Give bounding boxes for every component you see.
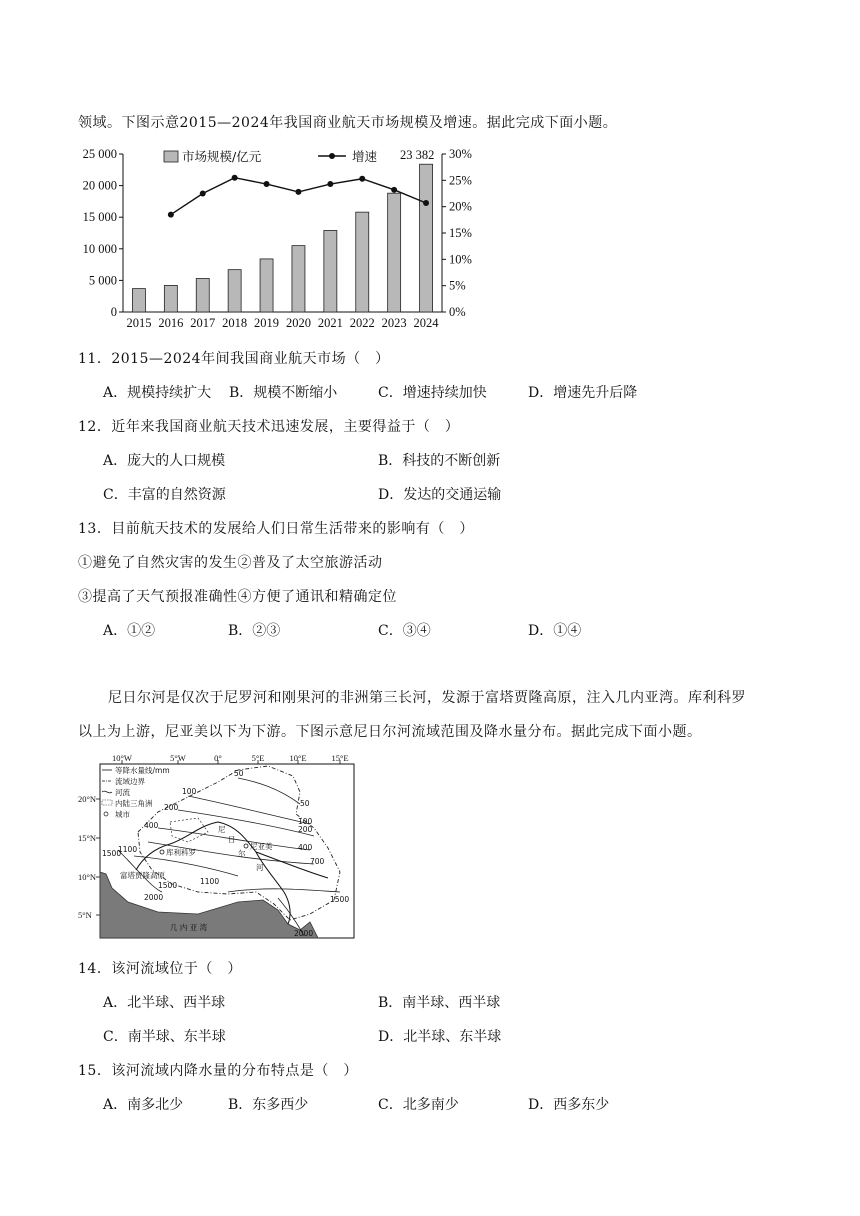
q11-option-a[interactable]: A．规模持续扩大 [103, 385, 212, 401]
right-tick-label: 20% [449, 199, 472, 214]
lon-label: 5°W [170, 753, 186, 763]
city-koulikoro [160, 850, 164, 854]
river-label: 尔 [238, 849, 246, 858]
river-label: 日 [228, 835, 236, 844]
left-tick-label: 15 000 [82, 210, 117, 225]
bar-2015 [132, 289, 145, 312]
lat-label: 20°N [78, 794, 97, 804]
lon-label: 10°E [289, 753, 307, 763]
q13-option-b[interactable]: B．②③ [228, 623, 281, 639]
lon-label: 0° [214, 753, 222, 763]
x-tick-label: 2016 [158, 316, 184, 330]
right-tick-label: 10% [449, 252, 472, 267]
bar-2021 [324, 230, 337, 312]
legend-boundary: 流域边界 [115, 777, 145, 786]
isohyet-label: 2000 [144, 893, 164, 902]
legend-swatch-dot [329, 153, 335, 159]
city-niamey [244, 844, 248, 848]
growth-point-2019 [264, 181, 270, 187]
x-tick-label: 2024 [413, 316, 439, 330]
legend-river: 河流 [115, 788, 130, 797]
x-tick-label: 2018 [222, 316, 248, 330]
q13-option-d[interactable]: D．①④ [528, 623, 582, 639]
isohyet-label: 1100 [200, 877, 220, 886]
growth-point-2023 [391, 187, 397, 193]
isohyet-label: 200 [298, 825, 313, 834]
isohyet-label: 1100 [118, 845, 138, 854]
q15-option-b[interactable]: B．东多西少 [228, 1097, 309, 1113]
x-tick-label: 2022 [349, 316, 375, 330]
x-tick-label: 2023 [381, 316, 407, 330]
q13-stem: 13．目前航天技术的发展给人们日常生活带来的影响有（ ） [78, 521, 474, 537]
q14-option-b[interactable]: B．南半球、西半球 [378, 995, 501, 1011]
lat-label: 15°N [78, 833, 97, 843]
legend-isohyet: 等降水量线/mm [115, 766, 170, 775]
right-tick-label: 5% [449, 278, 466, 293]
q13-statements-1: ①避免了自然灾害的发生②普及了太空旅游活动 [78, 555, 383, 571]
niger-basin-map [78, 752, 358, 942]
legend-city: 城市 [115, 810, 130, 819]
x-tick-label: 2017 [190, 316, 216, 330]
left-tick-label: 5 000 [88, 273, 117, 288]
q12-option-b[interactable]: B．科技的不断创新 [378, 453, 501, 469]
lon-label: 15°E [331, 753, 349, 763]
q15-option-a[interactable]: A．南多北少 [103, 1097, 184, 1113]
legend-swatch-bar [164, 151, 178, 162]
growth-point-2018 [232, 175, 238, 181]
river-label: 河 [256, 863, 264, 872]
growth-point-2024 [423, 200, 429, 206]
x-tick-label: 2015 [126, 316, 152, 330]
left-tick-label: 0 [110, 305, 117, 319]
lon-label: 5°E [251, 753, 265, 763]
right-tick-label: 15% [449, 226, 472, 240]
isohyet-label: 50 [300, 799, 310, 808]
left-tick-label: 20 000 [82, 178, 117, 193]
q14-option-d[interactable]: D．北半球、东半球 [378, 1029, 502, 1045]
left-tick-label: 10 000 [82, 241, 117, 256]
bar-2022 [356, 212, 369, 312]
river-label: 尼 [218, 825, 226, 834]
isohyet-label: 400 [144, 821, 159, 830]
city-label: 尼亚美 [250, 842, 273, 851]
q15-option-d[interactable]: D．西多东少 [528, 1097, 610, 1113]
isohyet-label: 1500 [330, 895, 350, 904]
intro-text-1: 领域。下图示意2015—2024年我国商业航天市场规模及增速。据此完成下面小题。 [78, 115, 618, 131]
market-chart [78, 140, 488, 335]
q15-option-c[interactable]: C．北多南少 [378, 1097, 459, 1113]
q12-option-d[interactable]: D．发达的交通运输 [378, 487, 502, 503]
q12-stem: 12．近年来我国商业航天技术迅速发展，主要得益于（ ） [78, 419, 460, 435]
q11-option-b[interactable]: B．规模不断缩小 [229, 385, 338, 401]
annotation-2024-value: 23 382 [400, 148, 435, 162]
bar-2016 [164, 285, 177, 312]
q12-option-c[interactable]: C．丰富的自然资源 [103, 487, 226, 503]
lat-label: 5°N [78, 910, 92, 920]
x-tick-label: 2021 [317, 316, 343, 330]
right-tick-label: 0% [449, 305, 466, 319]
isohyet-label: 1500 [158, 881, 178, 890]
q14-option-c[interactable]: C．南半球、东半球 [103, 1029, 226, 1045]
x-tick-label: 2020 [285, 316, 311, 330]
plateau-label: 富塔贾隆高原 [120, 871, 165, 880]
intro-text-2a: 尼日尔河是仅次于尼罗河和刚果河的非洲第三长河，发源于富塔贾隆高原，注入几内亚湾。库利科罗 [108, 690, 746, 706]
city-label: 库利科罗 [166, 848, 196, 857]
growth-point-2021 [327, 181, 333, 187]
isohyet-label: 2000 [294, 929, 314, 938]
q13-statements-2: ③提高了天气预报准确性④方便了通讯和精确定位 [78, 589, 397, 605]
q14-stem: 14．该河流域位于（ ） [78, 961, 242, 977]
legend-delta: 内陆三角洲 [115, 799, 153, 808]
bar-2020 [292, 246, 305, 312]
q11-option-d[interactable]: D．增速先升后降 [528, 385, 638, 401]
right-tick-label: 30% [449, 147, 472, 161]
growth-point-2016 [168, 212, 174, 218]
q14-option-a[interactable]: A．北半球、西半球 [103, 995, 226, 1011]
q12-option-a[interactable]: A．庞大的人口规模 [103, 453, 226, 469]
q11-stem: 11．2015—2024年间我国商业航天市场（ ） [78, 351, 390, 367]
lat-label: 10°N [78, 872, 97, 882]
bar-2018 [228, 270, 241, 312]
isohyet-label: 700 [310, 857, 325, 866]
growth-point-2020 [295, 189, 301, 195]
x-tick-label: 2019 [254, 316, 280, 330]
isohyet-label: 100 [182, 787, 197, 796]
right-tick-label: 25% [449, 173, 472, 188]
gulf-label: 几 内 亚 湾 [170, 923, 208, 932]
legend-label-line: 增速 [352, 149, 378, 164]
bar-2019 [260, 259, 273, 312]
q13-option-c[interactable]: C．③④ [378, 623, 431, 639]
growth-point-2017 [200, 191, 206, 197]
isohyet-label: 50 [234, 769, 244, 778]
isohyet-label: 1500 [102, 849, 122, 858]
q15-stem: 15．该河流域内降水量的分布特点是（ ） [78, 1063, 358, 1079]
growth-point-2022 [359, 176, 365, 182]
bar-2023 [388, 193, 401, 312]
isohyet-label: 200 [164, 803, 179, 812]
q11-option-c[interactable]: C．增速持续加快 [378, 385, 487, 401]
intro-text-2b: 以上为上游，尼亚美以下为下游。下图示意尼日尔河流域范围及降水量分布。据此完成下面小题。 [78, 724, 702, 740]
isohyet-label: 400 [298, 843, 313, 852]
left-tick-label: 25 000 [82, 147, 117, 161]
q13-option-a[interactable]: A．①② [103, 623, 156, 639]
lon-label: 10°W [112, 753, 132, 763]
isohyet-label: 100 [298, 817, 313, 826]
legend-label-bar: 市场规模/亿元 [182, 149, 262, 164]
bar-2017 [196, 279, 209, 312]
bar-2024 [420, 164, 433, 312]
